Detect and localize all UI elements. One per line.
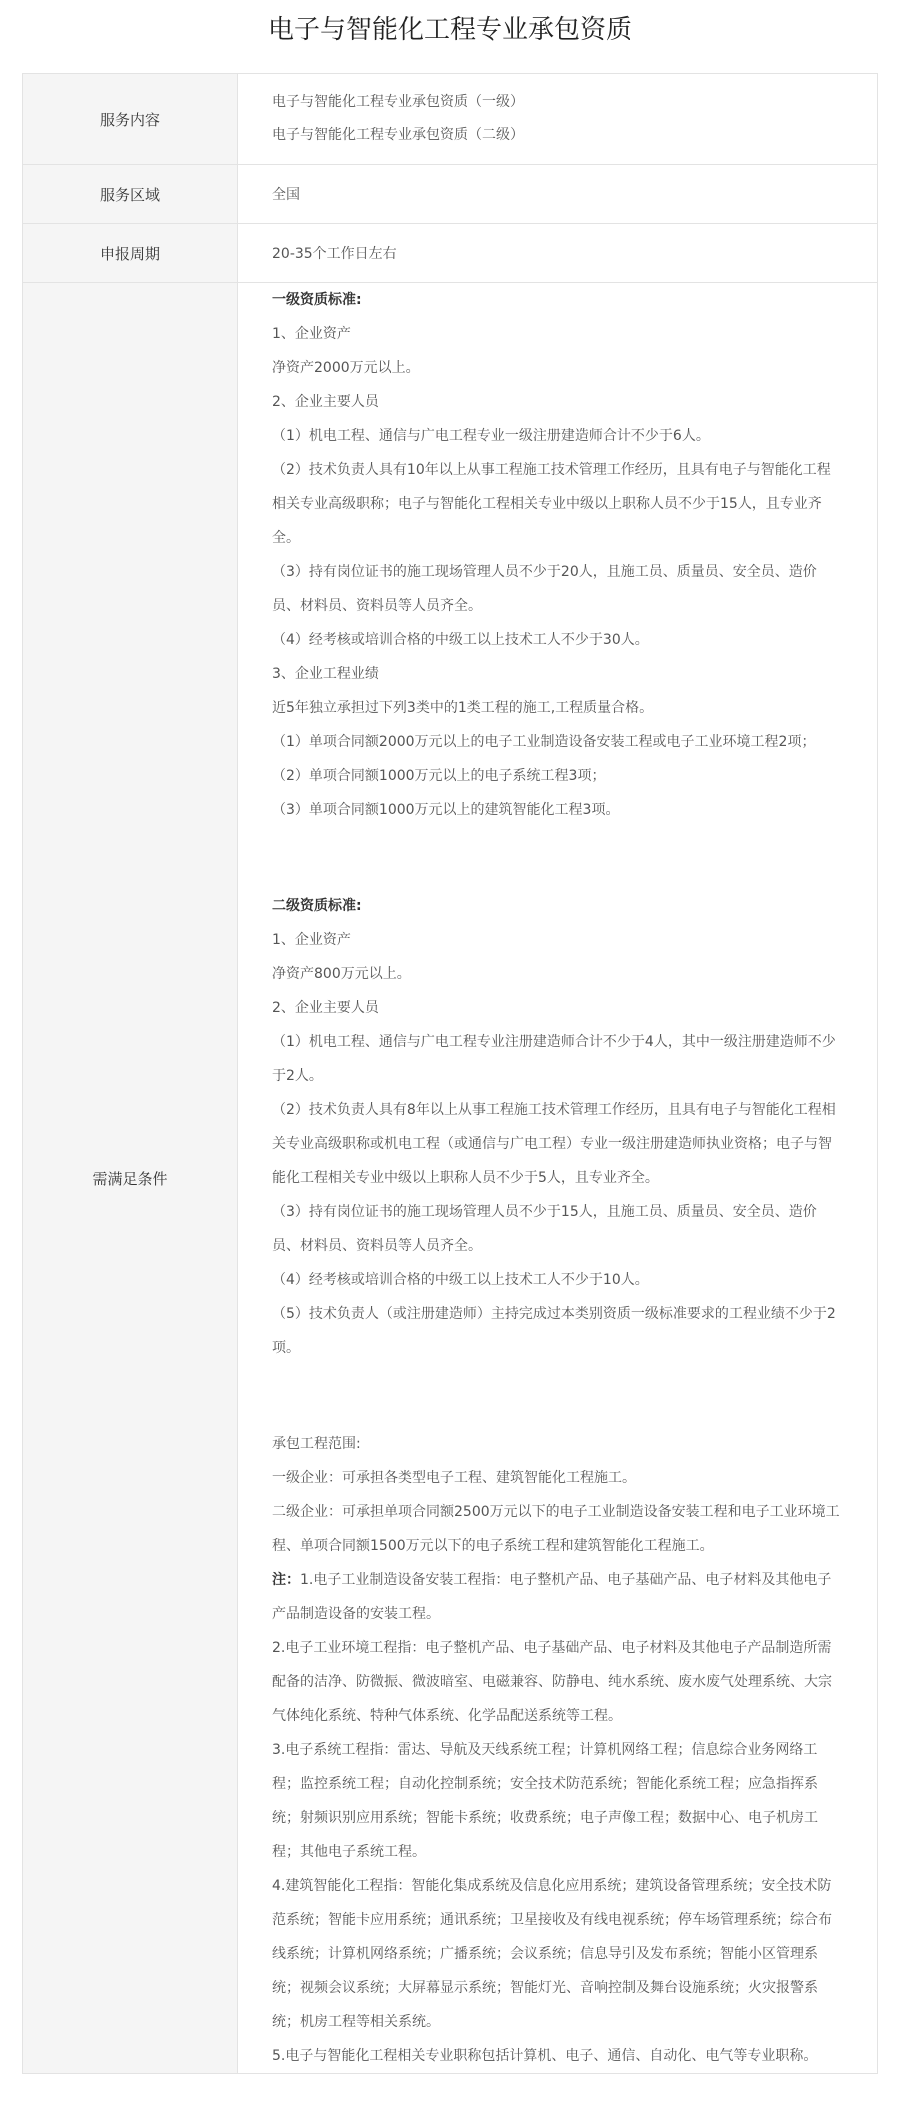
scope-note-line: 3.电子系统工程指：雷达、导航及天线系统工程；计算机网络工程；信息综合业务网络工: [272, 1742, 818, 1758]
service-content-line: 电子与智能化工程专业承包资质（一级）: [272, 94, 524, 110]
grade2-line: 净资产800万元以上。: [272, 966, 411, 982]
scope-note-line: 5.电子与智能化工程相关专业职称包括计算机、电子、通信、自动化、电气等专业职称。: [272, 2048, 818, 2064]
grade2-line: （5）技术负责人（或注册建造师）主持完成过本类别资质一级标准要求的工程业绩不少于2: [272, 1306, 836, 1322]
grade2-line: （3）持有岗位证书的施工现场管理人员不少于15人，且施工员、质量员、安全员、造价: [272, 1204, 817, 1220]
grade2-line: （4）经考核或培训合格的中级工以上技术工人不少于10人。: [272, 1272, 649, 1288]
grade2-line: 2、企业主要人员: [272, 1000, 379, 1016]
grade1-line: 全。: [272, 530, 300, 546]
service-content-cell: [238, 74, 878, 165]
grade1-line: 净资产2000万元以上。: [272, 360, 420, 376]
grade2-lines: [272, 923, 871, 1365]
scope-note-line: 2.电子工业环境工程指：电子整机产品、电子基础产品、电子材料及其他电子产品制造所需: [272, 1640, 832, 1656]
scope-note-line: 线系统；计算机网络系统；广播系统；会议系统；信息导引及发布系统；智能小区管理系: [272, 1946, 818, 1962]
scope-note-line: 统；视频会议系统；大屏幕显示系统；智能灯光、音响控制及舞台设施系统；火灾报警系: [272, 1980, 818, 1996]
grade1-heading: 一级资质标准:: [272, 292, 362, 308]
grade1-line: 相关专业高级职称；电子与智能化工程相关专业中级以上职称人员不少于15人，且专业齐: [272, 496, 822, 512]
grade2-heading: 二级资质标准:: [272, 898, 362, 914]
grade2-section: [272, 889, 871, 1365]
scope-note-line: 配备的洁净、防微振、微波暗室、电磁兼容、防静电、纯水系统、废水废气处理系统、大宗: [272, 1674, 832, 1690]
grade1-line: （3）单项合同额1000万元以上的建筑智能化工程3项。: [272, 802, 620, 818]
qualification-table: [22, 73, 878, 2074]
scope-line: 二级企业：可承担单项合同额2500万元以下的电子工业制造设备安装工程和电子工业环境工: [272, 1504, 840, 1520]
note-text: 1.电子工业制造设备安装工程指：电子整机产品、电子基础产品、电子材料及其他电子: [300, 1572, 832, 1588]
grade1-line: （3）持有岗位证书的施工现场管理人员不少于20人，且施工员、质量员、安全员、造价: [272, 564, 817, 580]
conditions-cell: [238, 283, 878, 2074]
grade1-lines: [272, 317, 871, 827]
table-row: [23, 74, 878, 165]
scope-note-line: 程；监控系统工程；自动化控制系统；安全技术防范系统；智能化系统工程；应急指挥系: [272, 1776, 818, 1792]
scope-note-line: 4.建筑智能化工程指：智能化集成系统及信息化应用系统；建筑设备管理系统；安全技术防: [272, 1878, 832, 1894]
grade1-line: （2）技术负责人具有10年以上从事工程施工技术管理工作经历，且具有电子与智能化工程: [272, 462, 831, 478]
scope-line: 一级企业：可承担各类型电子工程、建筑智能化工程施工。: [272, 1470, 636, 1486]
grade2-line: 关专业高级职称或机电工程（或通信与广电工程）专业一级注册建造师执业资格；电子与智: [272, 1136, 832, 1152]
scope-heading: 承包工程范围:: [272, 1436, 361, 1452]
note-prefix: 注：: [272, 1572, 300, 1588]
grade2-line: 于2人。: [272, 1068, 323, 1084]
grade1-section: [272, 283, 871, 827]
table-row: [23, 283, 878, 2074]
scope-note-line: 统；机房工程等相关系统。: [272, 2014, 440, 2030]
table-row: [23, 165, 878, 224]
grade1-line: 近5年独立承担过下列3类中的1类工程的施工,工程质量合格。: [272, 700, 654, 716]
grade2-line: 员、材料员、资料员等人员齐全。: [272, 1238, 482, 1254]
cycle-value: 20-35个工作日左右: [238, 224, 878, 283]
grade1-line: 3、企业工程业绩: [272, 666, 379, 682]
grade1-line: （2）单项合同额1000万元以上的电子系统工程3项；: [272, 768, 606, 784]
grade1-line: 员、材料员、资料员等人员齐全。: [272, 598, 482, 614]
grade1-line: （1）机电工程、通信与广电工程专业一级注册建造师合计不少于6人。: [272, 428, 710, 444]
grade1-line: （1）单项合同额2000万元以上的电子工业制造设备安装工程或电子工业环境工程2项；: [272, 734, 816, 750]
scope-note-lines: [272, 1597, 871, 2073]
grade2-line: 能化工程相关专业中级以上职称人员不少于5人，且专业齐全。: [272, 1170, 659, 1186]
scope-line: 程、单项合同额1500万元以下的电子系统工程和建筑智能化工程施工。: [272, 1538, 714, 1554]
page-title: 电子与智能化工程专业承包资质: [267, 15, 632, 45]
scope-note-line: 统；射频识别应用系统；智能卡系统；收费系统；电子声像工程；数据中心、电子机房工: [272, 1810, 818, 1826]
table-row: [23, 224, 878, 283]
section-spacer: [272, 827, 871, 889]
row-label-service-content: 服务内容: [23, 74, 238, 165]
grade2-line: 1、企业资产: [272, 932, 351, 948]
scope-note-line: 气体纯化系统、特种气体系统、化学品配送系统等工程。: [272, 1708, 622, 1724]
grade2-line: 项。: [272, 1340, 300, 1356]
grade1-line: （4）经考核或培训合格的中级工以上技术工人不少于30人。: [272, 632, 649, 648]
scope-note-line: 范系统；智能卡应用系统；通讯系统；卫星接收及有线电视系统；停车场管理系统；综合布: [272, 1912, 832, 1928]
section-spacer: [272, 1365, 871, 1427]
row-label-conditions: 需满足条件: [23, 283, 238, 2074]
row-label-cycle: 申报周期: [23, 224, 238, 283]
row-label-service-area: 服务区域: [23, 165, 238, 224]
service-area-value: 全国: [238, 165, 878, 224]
scope-note-line: 产品制造设备的安装工程。: [272, 1606, 440, 1622]
grade1-line: 1、企业资产: [272, 326, 351, 342]
scope-note-line: [272, 1563, 871, 1597]
grade2-line: （2）技术负责人具有8年以上从事工程施工技术管理工作经历，且具有电子与智能化工程相: [272, 1102, 836, 1118]
grade1-line: 2、企业主要人员: [272, 394, 379, 410]
scope-note-line: 程；其他电子系统工程。: [272, 1844, 426, 1860]
service-content-line: 电子与智能化工程专业承包资质（二级）: [272, 127, 524, 143]
scope-lines: [272, 1461, 871, 1563]
grade2-line: （1）机电工程、通信与广电工程专业注册建造师合计不少于4人，其中一级注册建造师不少: [272, 1034, 836, 1050]
scope-section: [272, 1427, 871, 2073]
